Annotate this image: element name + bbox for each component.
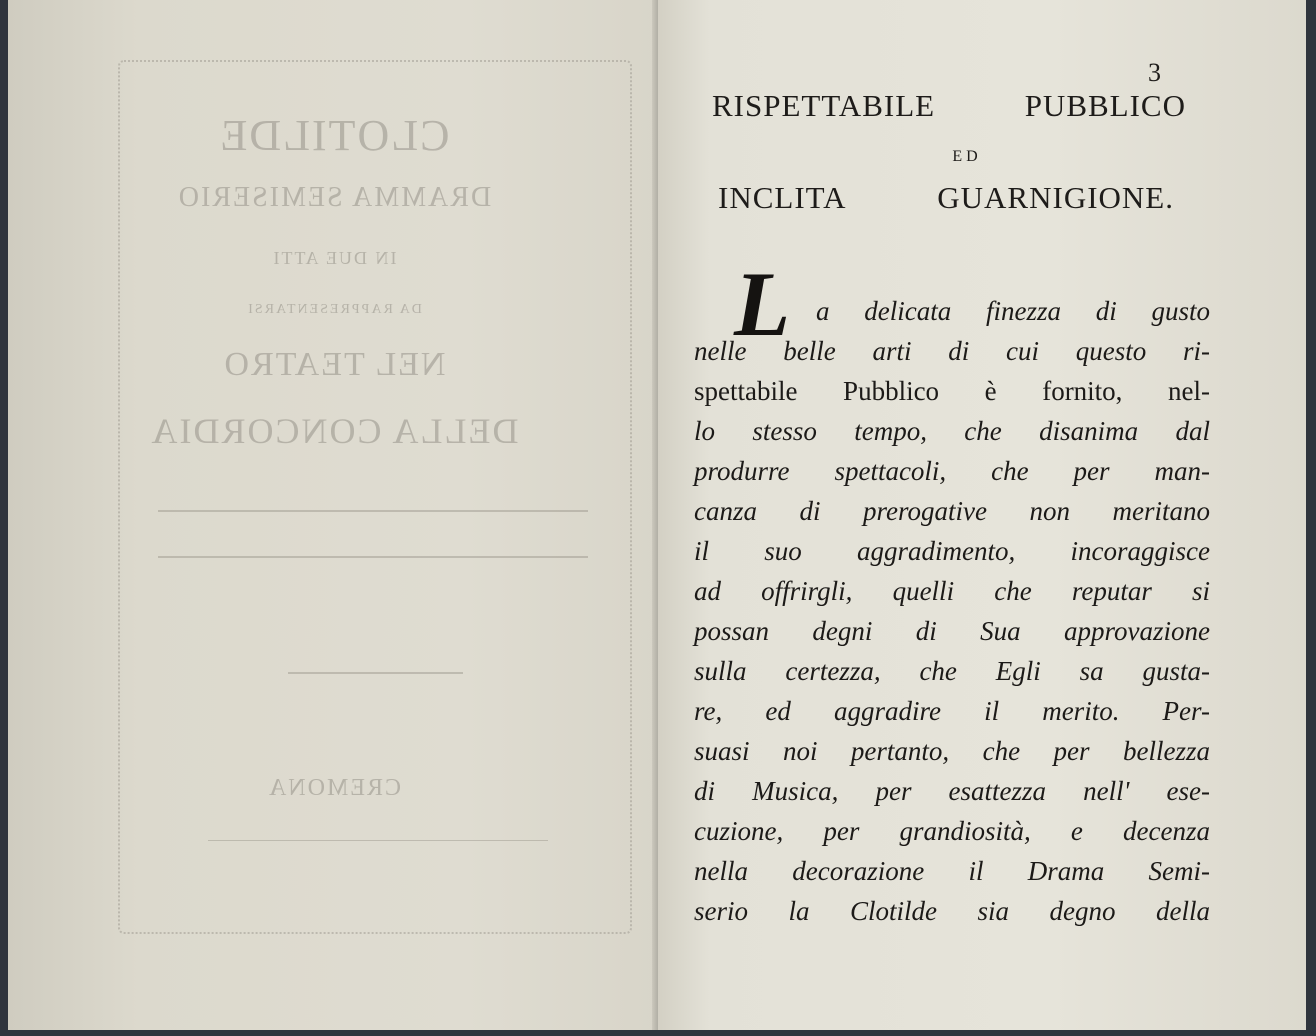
heading-word-guarnigione: GUARNIGIONE. <box>937 180 1174 215</box>
text-line: nella decorazione il Drama Semi- <box>694 856 1210 886</box>
right-page <box>658 0 1306 1030</box>
show-through-title: CLOTILDE <box>218 111 450 160</box>
text-line: nelle belle arti di cui questo ri- <box>694 336 1210 366</box>
show-through-represent: DA RAPPRESENTARSI <box>246 302 422 317</box>
page-number: 3 <box>1148 58 1161 87</box>
show-through-acts: IN DUE ATTI <box>271 248 397 268</box>
text-line: ad offrirgli, quelli che reputar si <box>694 576 1210 606</box>
drop-cap: L <box>734 253 791 355</box>
left-page <box>8 0 660 1030</box>
text-line: cuzione, per grandiosità, e decenza <box>694 816 1210 846</box>
show-through-rule-top <box>158 510 588 512</box>
heading-word-rispettabile: RISPETTABILE <box>712 88 936 123</box>
show-through-imprint <box>208 840 548 841</box>
text-line: re, ed aggradire il merito. Per- <box>694 696 1210 726</box>
text-line: di Musica, per esattezza nell' ese- <box>694 776 1210 806</box>
text-line: sulla certezza, che Egli sa gusta- <box>694 656 1210 686</box>
show-through-city: CREMONA <box>267 775 402 801</box>
heading-line-1 <box>712 88 1186 124</box>
show-through-theatre: NEL TEATRO <box>222 346 446 383</box>
text-line: il suo aggradimento, incoraggisce <box>694 536 1210 566</box>
heading-line-3 <box>718 180 1174 216</box>
text-line: lo stesso tempo, che disanima dal <box>694 416 1210 446</box>
text-line: suasi noi pertanto, che per bellezza <box>694 736 1210 766</box>
show-through-concordia: DELLA CONCORDIA <box>149 411 519 451</box>
show-through-ornament <box>288 672 463 674</box>
heading-word-pubblico: PUBBLICO <box>1024 88 1186 123</box>
text-line: produrre spettacoli, che per man- <box>694 456 1210 486</box>
text-line: spettabile Pubblico è fornito, nel- <box>694 376 1210 406</box>
show-through-subtitle: DRAMMA SEMISERIO <box>176 182 492 213</box>
show-through-rule-bottom <box>158 556 588 558</box>
text-line: serio la Clotilde sia degno della <box>694 896 1210 926</box>
text-line: possan degni di Sua approvazione <box>694 616 1210 646</box>
text-line: canza di prerogative non meritano <box>694 496 1210 526</box>
heading-word-inclita: INCLITA <box>718 180 847 215</box>
text-line: a delicata finezza di gusto <box>816 296 1210 326</box>
heading-line-2: ED <box>952 148 982 165</box>
